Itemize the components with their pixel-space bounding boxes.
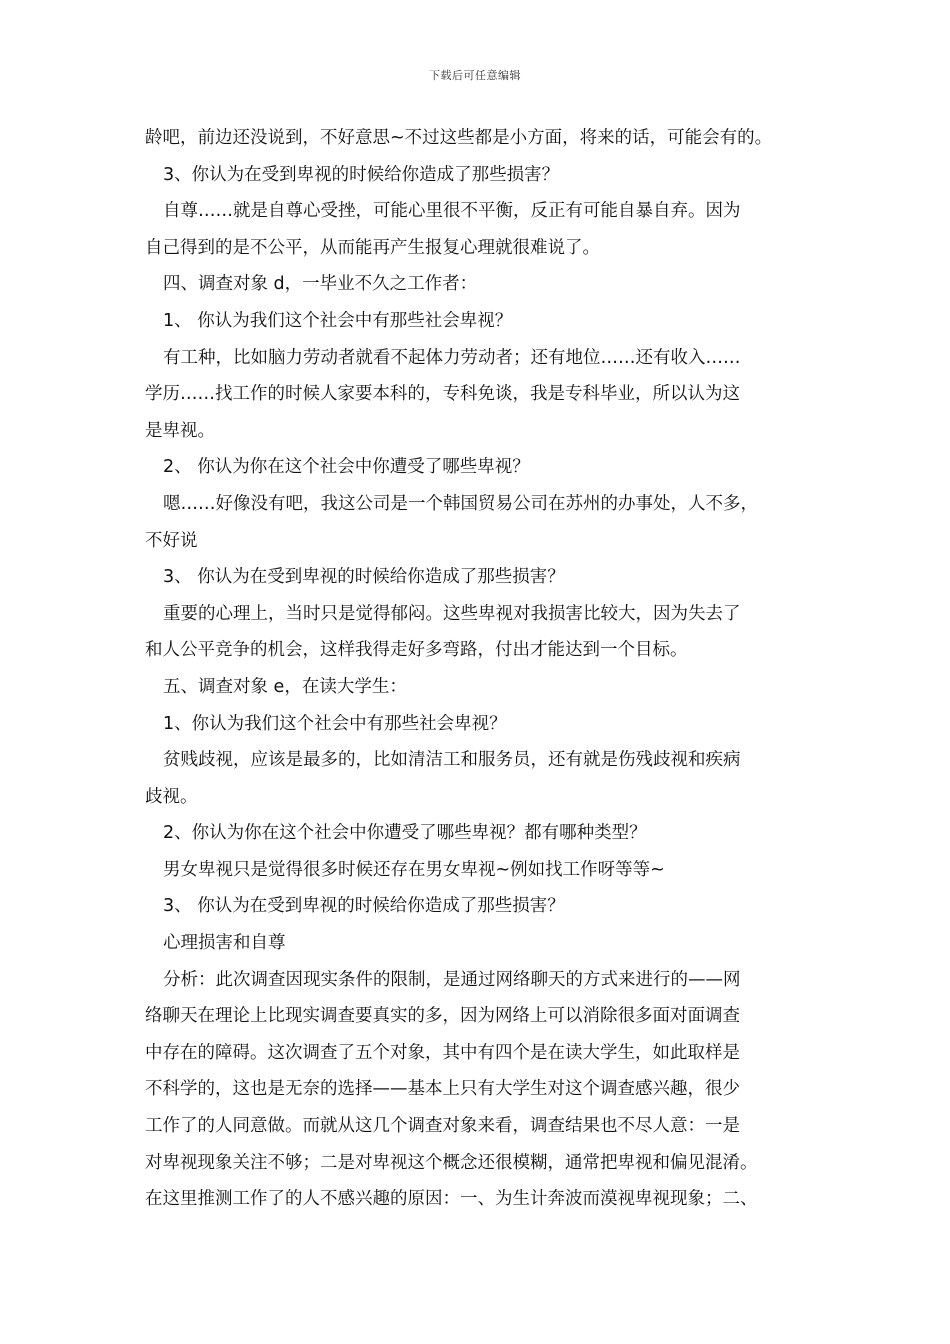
paragraph-line: 和人公平竞争的机会，这样我得走好多弯路，付出才能达到一个目标。 xyxy=(145,640,688,661)
document-body xyxy=(145,120,825,1218)
paragraph-line: 2、你认为你在这个社会中你遭受了哪些卑视？都有哪种类型？ xyxy=(163,823,647,844)
paragraph-line: 歧视。 xyxy=(145,786,198,807)
paragraph-line: 工作了的人同意做。而就从这几个调查对象来看，调查结果也不尽人意：一是 xyxy=(145,1116,740,1137)
paragraph-line: 对卑视现象关注不够；二是对卑视这个概念还很模糊，通常把卑视和偏见混淆。 xyxy=(145,1152,758,1173)
paragraph-line: 五、调查对象 e，在读大学生： xyxy=(163,676,407,697)
paragraph-line: 是卑视。 xyxy=(145,420,215,441)
paragraph-line: 络聊天在理论上比现实调查要真实的多，因为网络上可以消除很多面对面调查 xyxy=(145,1006,740,1027)
paragraph-line: 1、 你认为我们这个社会中有那些社会卑视？ xyxy=(163,310,513,331)
paragraph-line: 1、你认为我们这个社会中有那些社会卑视？ xyxy=(163,713,507,734)
paragraph-line: 2、 你认为你在这个社会中你遭受了哪些卑视？ xyxy=(163,457,530,478)
paragraph-line: 自己得到的是不公平，从而能再产生报复心理就很难说了。 xyxy=(145,237,600,258)
paragraph-line: 自尊……就是自尊心受挫，可能心里很不平衡，反正有可能自暴自弃。因为 xyxy=(163,201,741,222)
paragraph-line: 分析：此次调查因现实条件的限制，是通过网络聊天的方式来进行的——网 xyxy=(163,969,741,990)
paragraph-line: 3、你认为在受到卑视的时候给你造成了那些损害？ xyxy=(163,164,560,185)
paragraph-line: 四、调查对象 d，一毕业不久之工作者： xyxy=(163,274,478,295)
page-header: 下载后可任意编辑 xyxy=(429,69,521,82)
paragraph-line: 不科学的，这也是无奈的选择——基本上只有大学生对这个调查感兴趣，很少 xyxy=(145,1079,740,1100)
paragraph-line: 3、 你认为在受到卑视的时候给你造成了那些损害？ xyxy=(163,567,565,588)
paragraph-line: 3、 你认为在受到卑视的时候给你造成了那些损害？ xyxy=(163,896,565,917)
paragraph-line: 中存在的障碍。这次调查了五个对象，其中有四个是在读大学生，如此取样是 xyxy=(145,1042,740,1063)
paragraph-line: 不好说 xyxy=(145,530,198,551)
paragraph-line: 贫贱歧视，应该是最多的，比如清洁工和服务员，还有就是伤残歧视和疾病 xyxy=(163,750,741,771)
paragraph-line: 龄吧，前边还没说到，不好意思~不过这些都是小方面，将来的话，可能会有的。 xyxy=(145,128,773,148)
paragraph-line: 嗯……好像没有吧，我这公司是一个韩国贸易公司在苏州的办事处，人不多， xyxy=(163,493,758,514)
paragraph-line: 重要的心理上，当时只是觉得郁闷。这些卑视对我损害比较大，因为失去了 xyxy=(163,603,741,624)
paragraph-line: 在这里推测工作了的人不感兴趣的原因：一、为生计奔波而漠视卑视现象；二、 xyxy=(145,1189,758,1210)
paragraph-line: 有工种，比如脑力劳动者就看不起体力劳动者；还有地位……还有收入…… xyxy=(163,347,741,368)
paragraph-line: 男女卑视只是觉得很多时候还存在男女卑视~例如找工作呀等等~ xyxy=(163,859,665,880)
paragraph-line: 心理损害和自尊 xyxy=(163,933,286,954)
paragraph-line: 学历……找工作的时候人家要本科的，专科免谈，我是专科毕业，所以认为这 xyxy=(145,384,740,405)
